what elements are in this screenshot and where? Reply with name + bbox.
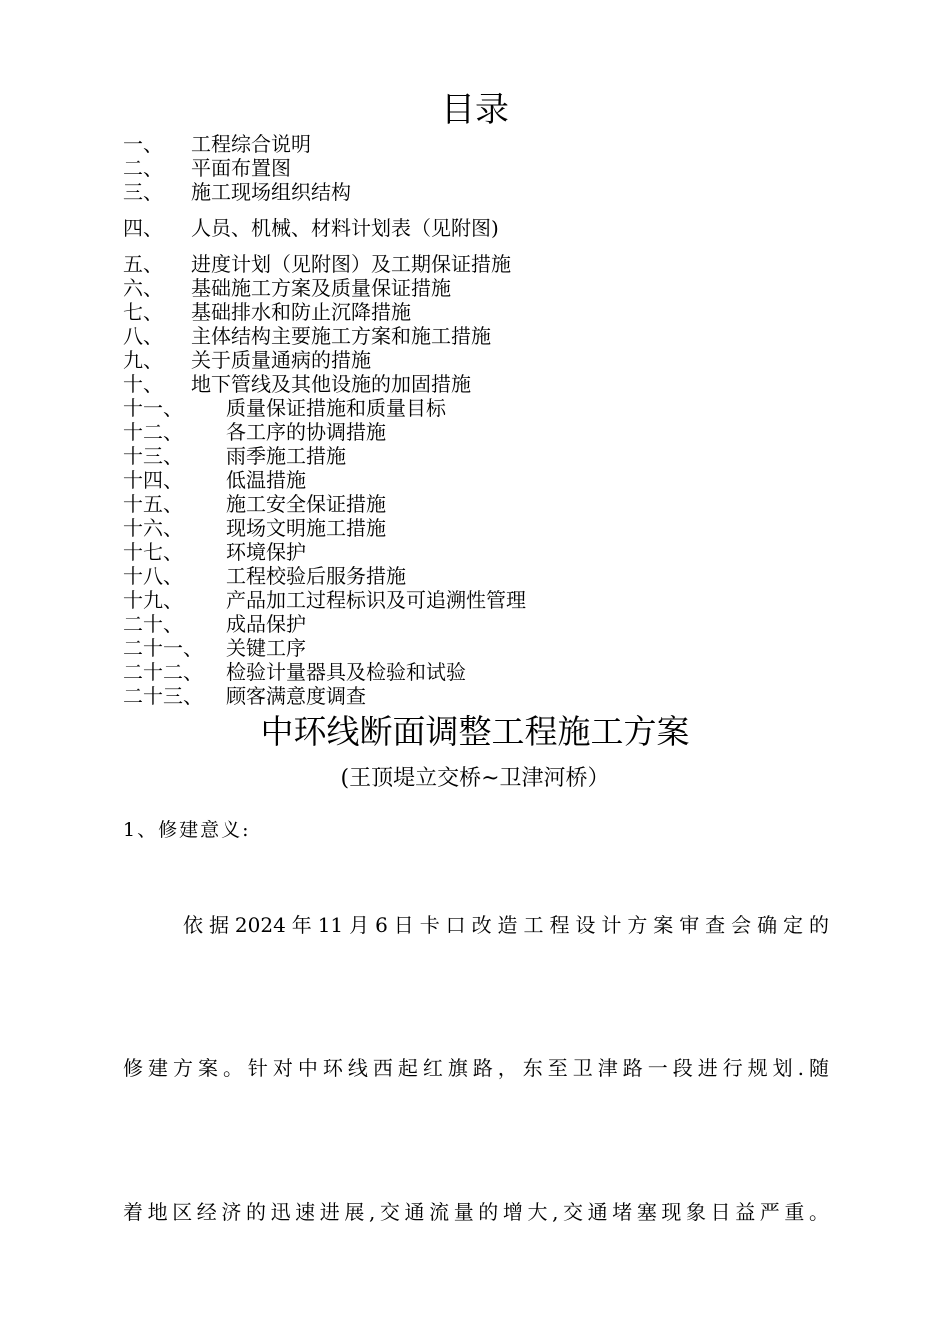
toc-item-number: 九、 bbox=[123, 348, 163, 372]
document-title: 中环线断面调整工程施工方案 bbox=[260, 712, 690, 751]
toc-item-text: 检验计量器具及检验和试验 bbox=[226, 660, 466, 684]
toc-item-number: 四、 bbox=[123, 216, 163, 240]
toc-item-number: 十八、 bbox=[123, 564, 183, 588]
toc-item-text: 环境保护 bbox=[226, 540, 306, 564]
toc-item-text: 成品保护 bbox=[226, 612, 306, 636]
toc-item-text: 质量保证措施和质量目标 bbox=[226, 396, 446, 420]
toc-item-number: 十、 bbox=[123, 372, 163, 396]
toc-item-number: 五、 bbox=[123, 252, 163, 276]
toc-item-number: 三、 bbox=[123, 180, 163, 204]
toc-item-number: 二十二、 bbox=[123, 660, 203, 684]
paragraph-line: 着地区经济的迅速进展,交通流量的增大,交通堵塞现象日益严重。 bbox=[123, 1200, 829, 1224]
toc-item-number: 十一、 bbox=[123, 396, 183, 420]
toc-item-number: 十七、 bbox=[123, 540, 183, 564]
toc-item-number: 十二、 bbox=[123, 420, 183, 444]
toc-title: 目录 bbox=[441, 90, 509, 130]
toc-item-text: 进度计划（见附图）及工期保证措施 bbox=[191, 252, 511, 276]
toc-item-text: 基础排水和防止沉降措施 bbox=[191, 300, 411, 324]
toc-item-text: 各工序的协调措施 bbox=[226, 420, 386, 444]
toc-item-number: 二、 bbox=[123, 156, 163, 180]
toc-item-text: 雨季施工措施 bbox=[226, 444, 346, 468]
toc-item-text: 顾客满意度调查 bbox=[226, 684, 366, 708]
paragraph-line: 依据2024年11月6日卡口改造工程设计方案审查会确定的 bbox=[183, 913, 829, 937]
toc-item-text: 施工安全保证措施 bbox=[226, 492, 386, 516]
toc-item-number: 十九、 bbox=[123, 588, 183, 612]
toc-item-text: 产品加工过程标识及可追溯性管理 bbox=[226, 588, 526, 612]
toc-item-text: 关于质量通病的措施 bbox=[191, 348, 371, 372]
toc-item-text: 低温措施 bbox=[226, 468, 306, 492]
toc-item-text: 关键工序 bbox=[226, 636, 306, 660]
toc-item-number: 七、 bbox=[123, 300, 163, 324]
toc-item-text: 平面布置图 bbox=[191, 156, 291, 180]
toc-item-text: 人员、机械、材料计划表（见附图) bbox=[191, 216, 499, 240]
toc-item-text: 施工现场组织结构 bbox=[191, 180, 351, 204]
toc-item-text: 工程校验后服务措施 bbox=[226, 564, 406, 588]
toc-item-text: 基础施工方案及质量保证措施 bbox=[191, 276, 451, 300]
toc-item-text: 地下管线及其他设施的加固措施 bbox=[191, 372, 471, 396]
toc-item-number: 十六、 bbox=[123, 516, 183, 540]
toc-item-text: 主体结构主要施工方案和施工措施 bbox=[191, 324, 491, 348]
toc-item-number: 二十、 bbox=[123, 612, 183, 636]
toc-item-number: 十四、 bbox=[123, 468, 183, 492]
document-subtitle: (王顶堤立交桥~卫津河桥） bbox=[340, 766, 610, 791]
toc-item-number: 八、 bbox=[123, 324, 163, 348]
section-heading: 1、修建意义: bbox=[123, 819, 251, 841]
toc-item-number: 十五、 bbox=[123, 492, 183, 516]
toc-item-text: 现场文明施工措施 bbox=[226, 516, 386, 540]
toc-item-text: 工程综合说明 bbox=[191, 132, 311, 156]
toc-item-number: 二十三、 bbox=[123, 684, 203, 708]
toc-item-number: 十三、 bbox=[123, 444, 183, 468]
toc-item-number: 二十一、 bbox=[123, 636, 203, 660]
paragraph-line: 修建方案。针对中环线西起红旗路，东至卫津路一段进行规划.随 bbox=[123, 1056, 829, 1080]
toc-item-number: 六、 bbox=[123, 276, 163, 300]
toc-item-number: 一、 bbox=[123, 132, 163, 156]
